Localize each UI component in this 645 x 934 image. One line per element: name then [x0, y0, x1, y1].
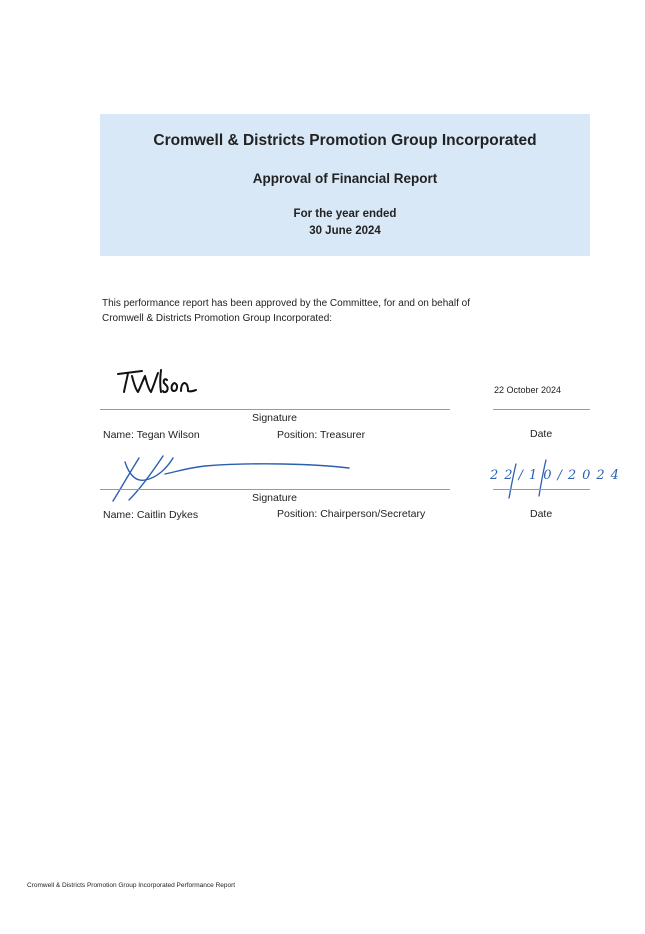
reporting-period: [100, 206, 590, 240]
treasurer-signature-label: Signature: [252, 412, 297, 424]
approval-statement-line-1: This performance report has been approved by the Committee, for and on behalf of: [102, 298, 470, 309]
treasurer-name: Name: Tegan Wilson: [103, 429, 200, 441]
chairperson-signature-line: [100, 489, 450, 490]
page-footer: Cromwell & Districts Promotion Group Incorporated Performance Report: [27, 882, 236, 889]
chairperson-position: Position: Chairperson/Secretary: [277, 508, 426, 520]
chairperson-date-signature: [490, 458, 625, 500]
chairperson-date-value: 22/10/2024: [490, 468, 625, 483]
period-line-2: 30 June 2024: [309, 225, 381, 237]
period-line-1: For the year ended: [293, 208, 397, 220]
approval-statement-line-2: Cromwell & Districts Promotion Group Incorporated:: [102, 313, 333, 324]
treasurer-position: Position: Treasurer: [277, 429, 366, 441]
organization-name: Cromwell & Districts Promotion Group Incorporated: [153, 132, 537, 149]
treasurer-date-line: [493, 409, 590, 410]
chairperson-signature: [105, 452, 355, 504]
treasurer-date-label: Date: [530, 428, 553, 440]
chairperson-name: Name: Caitlin Dykes: [103, 509, 199, 521]
treasurer-signature-line: [100, 409, 450, 410]
treasurer-date-value: 22 October 2024: [494, 385, 562, 395]
chairperson-date-line: [493, 489, 590, 490]
treasurer-signature: [112, 364, 207, 398]
report-title: Approval of Financial Report: [252, 171, 438, 186]
approval-statement: [102, 296, 542, 326]
report-header: [100, 114, 590, 256]
chairperson-signature-label: Signature: [252, 492, 297, 504]
chairperson-date-label: Date: [530, 508, 553, 520]
